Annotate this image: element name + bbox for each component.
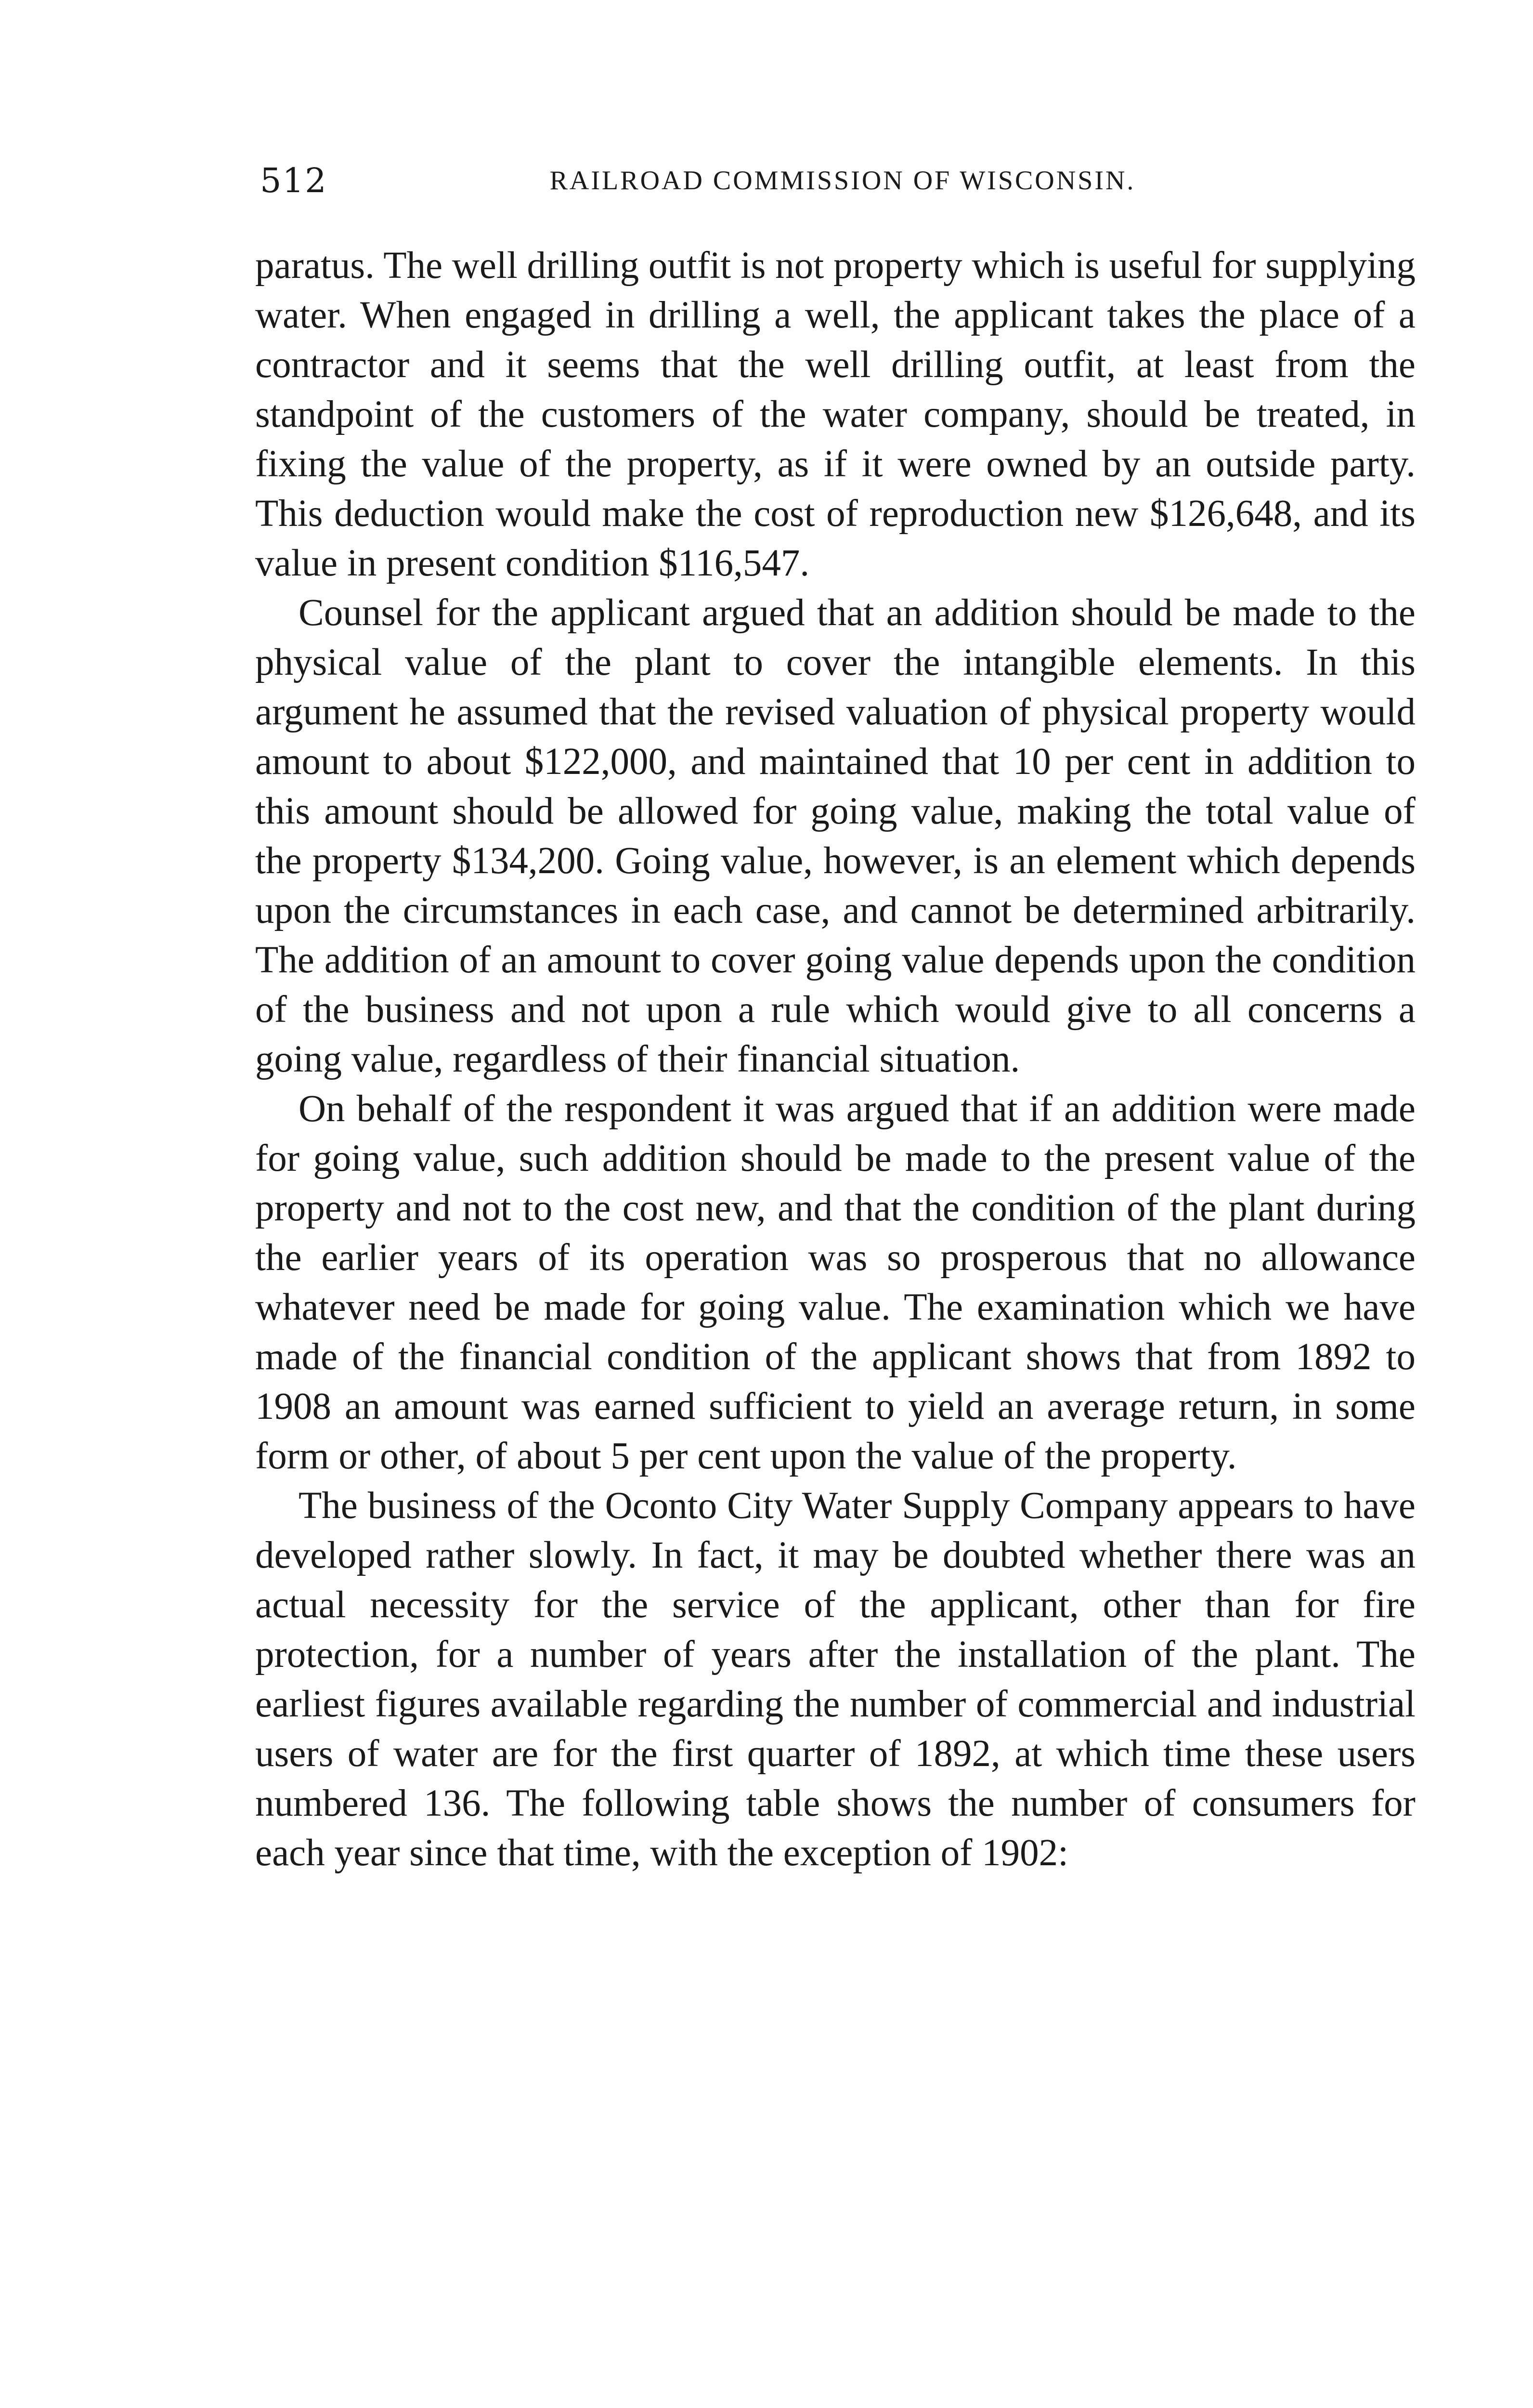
paragraph-2: Counsel for the applicant argued that an addition should be made to the physical value of the plant to cover the intangible elements. In this argument he assumed that the revised valuation of physical property would amount to about $122,000, and maintained that 10 per cent in addition to this amount should be allowed for going value, making the total value of the property $134,200. Going value, however, is an element which depends upon the circumstances in each case, and cannot be determined arbitrarily. The addition of an amount to cover going value depends upon the condition of the business and not upon a rule which would give to all concerns a going value, regardless of their financial situation. bbox=[255, 592, 1416, 1080]
paragraph-3: On behalf of the respondent it was argued that if an addition were made for going value, such addition should be made to the present value of the property and not to the cost new, and that the condition of the plant during the earlier years of its operation was so prosperous that no allowance whatever need be made for going value. The examination which we have made of the financial condition of the applicant shows that from 1892 to 1908 an amount was earned sufficient to yield an average return, in some form or other, of about 5 per cent upon the value of the property. bbox=[255, 1088, 1416, 1477]
running-head: RAILROAD COMMISSION OF WISCONSIN. bbox=[549, 166, 1136, 196]
page-number: 512 bbox=[260, 161, 327, 200]
paragraph-4: The business of the Oconto City Water Supply Company appears to have developed rather slowly. In fact, it may be doubted whether there was an actual necessity for the service of the applicant, other than for fire protection, for a number of years after the installation of the plant. The earliest figures available regarding the number of commercial and industrial users of water are for the first quarter of 1892, at which time these users numbered 136. The following table shows the number of consumers for each year since that time, with the exception of 1902: bbox=[255, 1485, 1416, 1874]
page-header bbox=[260, 154, 1425, 207]
paragraph-1: paratus. The well drilling outfit is not property which is useful for supplying water. When engaged in drilling a well, the applicant takes the place of a contractor and it seems that the well drilling outfit, at least from the standpoint of the customers of the water company, should be treated, in fixing the value of the property, as if it were owned by an outside party. This deduction would make the cost of reproduction new $126,648, and its value in present condition $116,547. bbox=[255, 245, 1416, 584]
body-text bbox=[255, 241, 1416, 1878]
